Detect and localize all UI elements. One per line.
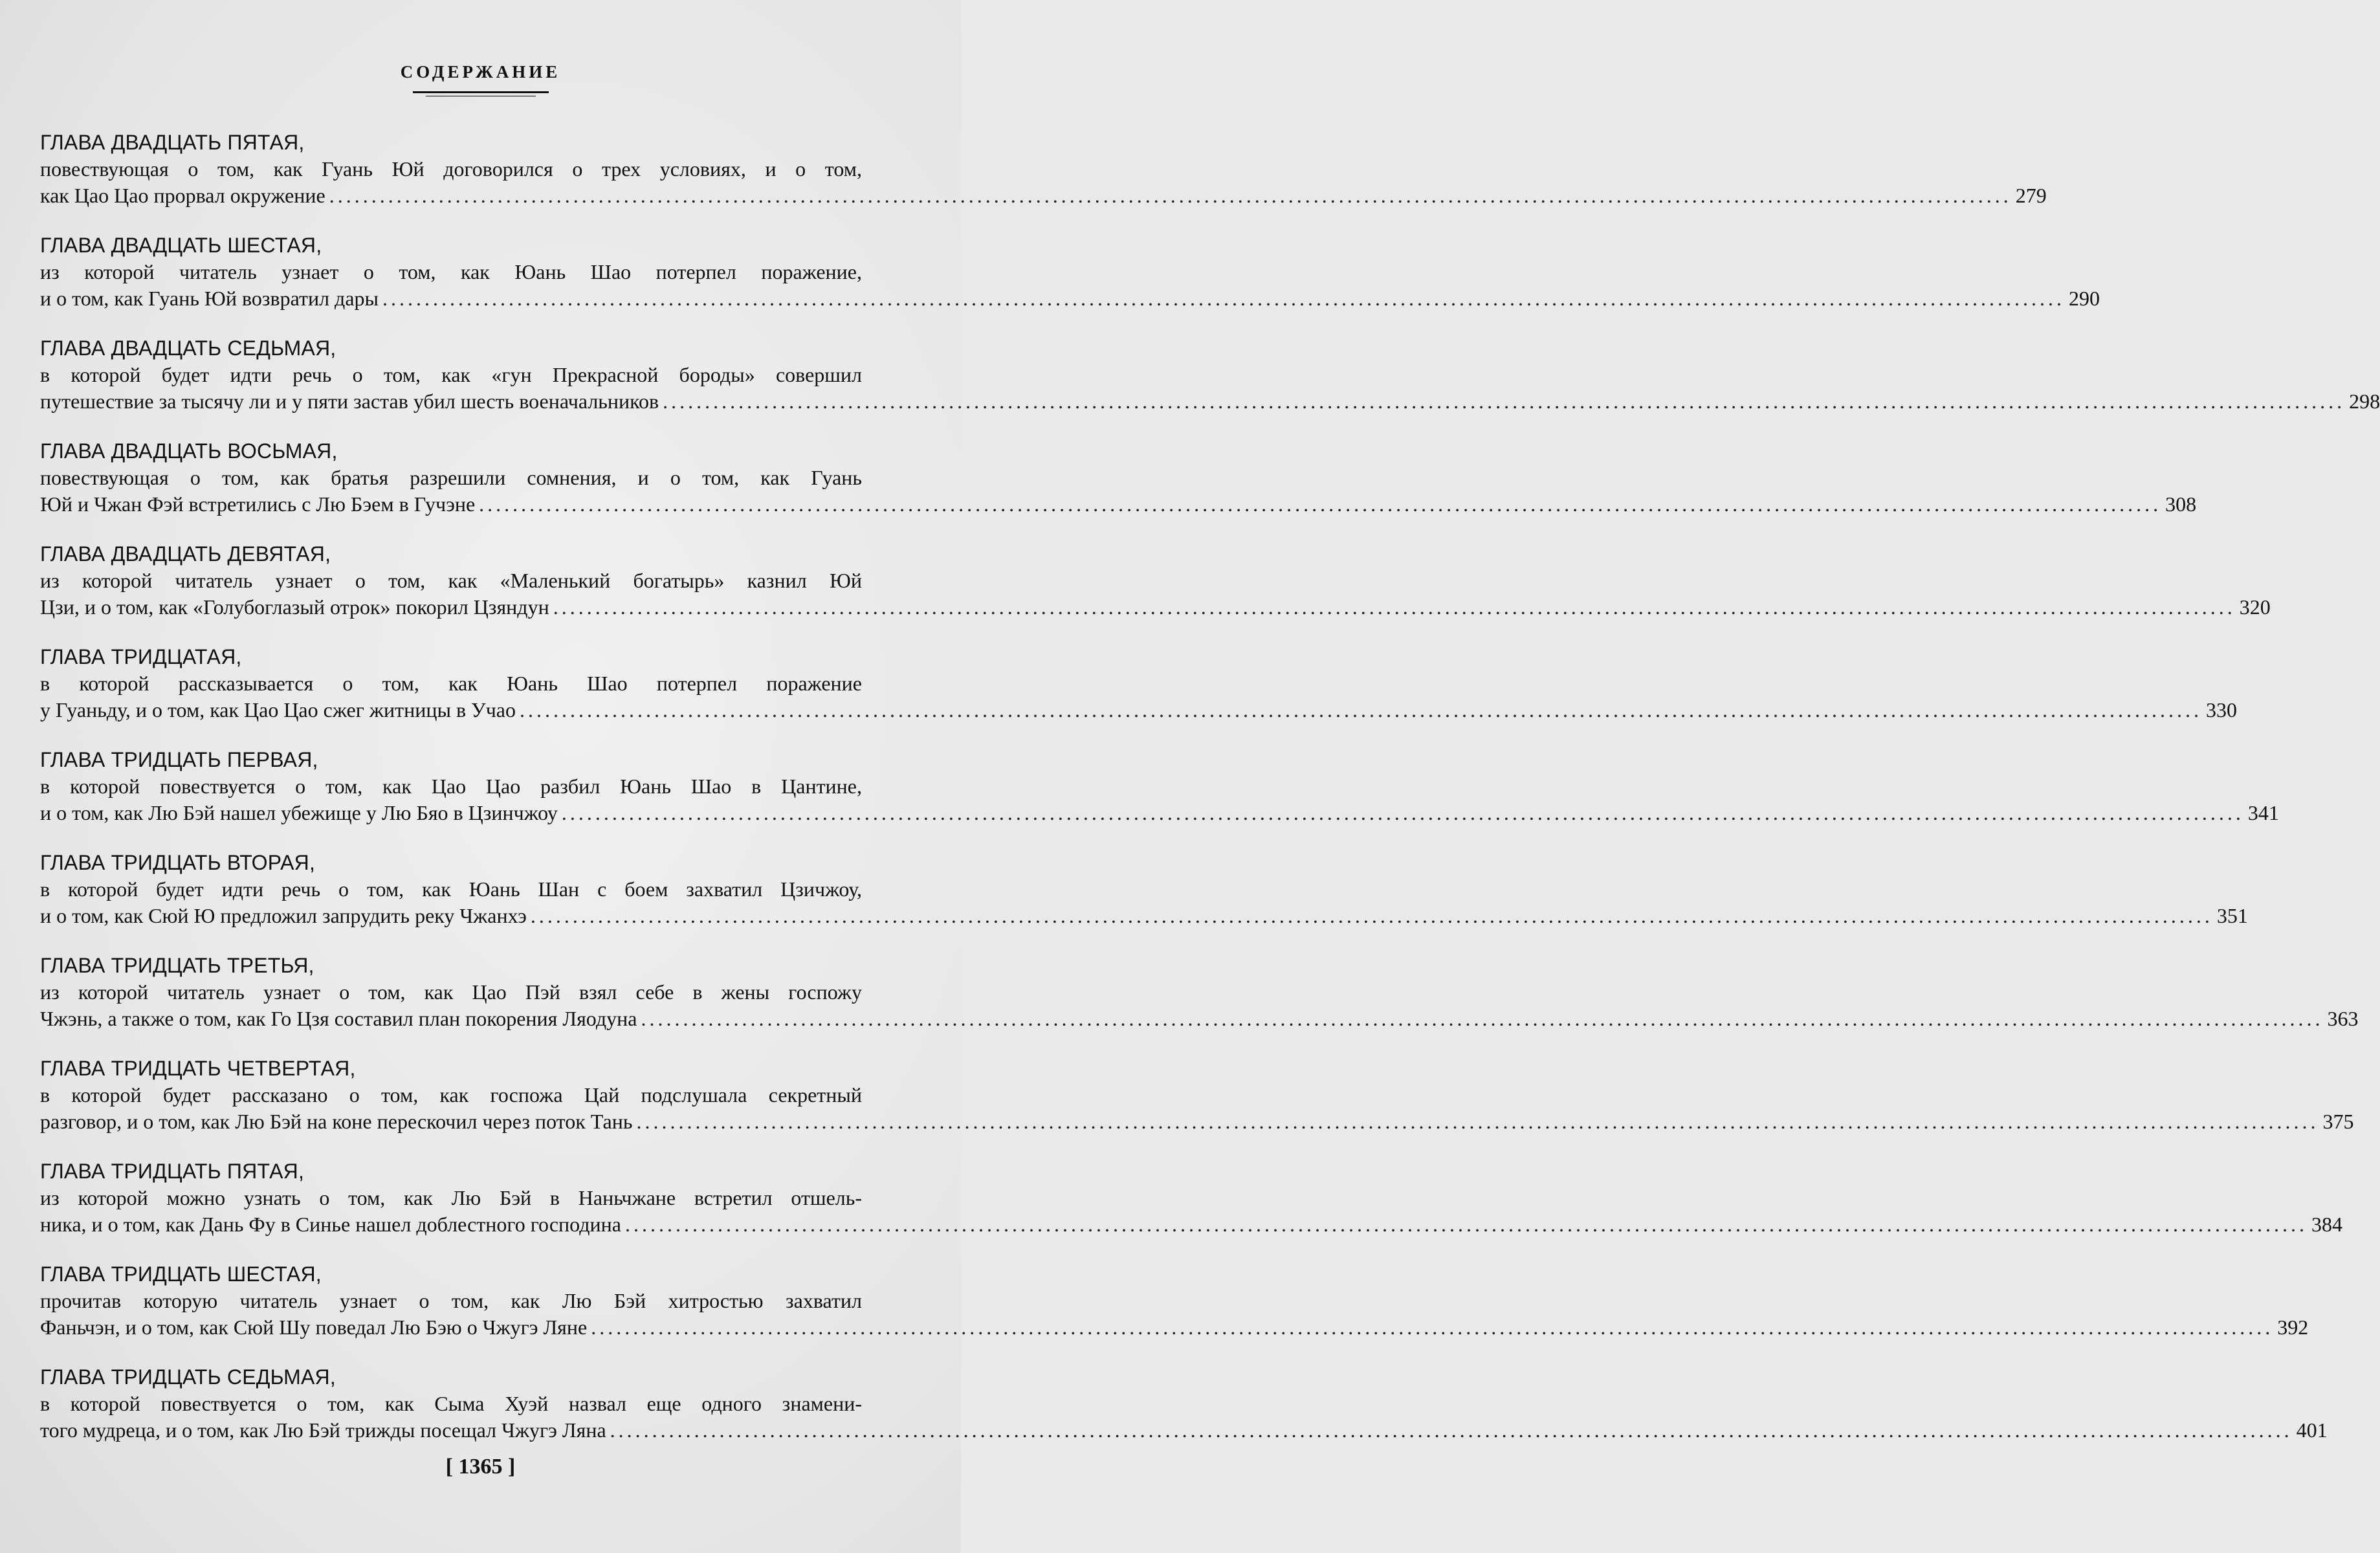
chapter-title: ГЛАВА ТРИДЦАТЬ ШЕСТАЯ, [40,1262,322,1286]
toc-entry [40,746,2279,849]
chapter-description-line: в которой будет идти речь о том, как Юань Шан с боем захватил Цзичжоу, [40,877,862,901]
toc-entry [40,335,2380,437]
dot-leader: ........................................................................................................................................................................................................ [530,904,2213,927]
dot-leader: ........................................................................................................................................................................................................ [561,801,2244,824]
table-of-contents [40,129,2380,1466]
chapter-description-line: в которой рассказывается о том, как Юань Шао потерпел поражение [40,672,862,695]
chapter-title: ГЛАВА ДВАДЦАТЬ ДЕВЯТАЯ, [40,542,331,566]
dot-leader: ........................................................................................................................................................................................................ [636,1110,2319,1133]
dot-leader: ........................................................................................................................................................................................................ [663,390,2346,413]
chapter-description-last-line [40,1211,2342,1238]
chapter-title: ГЛАВА ТРИДЦАТЬ ТРЕТЬЯ, [40,954,314,977]
chapter-description-last-line [40,1417,2328,1444]
chapter-description-last-line [40,182,2047,209]
chapter-description-last-line [40,800,2279,826]
chapter-description-line: из которой можно узнать о том, как Лю Бэй в Наньчжане встретил отшель- [40,1186,862,1209]
chapter-page-number: 330 [2206,698,2237,721]
chapter-title: ГЛАВА ТРИДЦАТЬ ВТОРАЯ, [40,851,316,874]
toc-entry [40,437,2197,540]
dot-leader: ........................................................................................................................................................................................................ [624,1213,2308,1236]
toc-entry [40,643,2237,746]
chapter-page-number: 290 [2069,287,2100,310]
dot-leader: ........................................................................................................................................................................................................ [520,698,2202,721]
chapter-page-number: 375 [2322,1110,2354,1133]
chapter-description-line: из которой читатель узнает о том, как Цао Пэй взял себе в жены госпожу [40,980,862,1004]
chapter-description-text: и о том, как Лю Бэй нашел убежище у Лю Бяо в Цзинчжоу [40,801,558,824]
toc-entry [40,1363,2328,1466]
dot-leader: ........................................................................................................................................................................................................ [329,184,2012,207]
chapter-description-last-line [40,1006,2359,1032]
chapter-title: ГЛАВА ДВАДЦАТЬ ШЕСТАЯ, [40,234,322,257]
chapter-description-text: и о том, как Сюй Ю предложил запрудить реку Чжанхэ [40,904,527,927]
chapter-title: ГЛАВА ТРИДЦАТЬ ПЯТАЯ, [40,1160,305,1183]
chapter-description-line: из которой читатель узнает о том, как «Маленький богатырь» казнил Юй [40,569,862,592]
chapter-page-number: 279 [2015,184,2047,207]
chapter-description-line: в которой будет идти речь о том, как «гун Прекрасной бороды» совершил [40,363,862,386]
chapter-description-last-line [40,388,2380,415]
chapter-description-last-line [40,491,2197,518]
chapter-title: ГЛАВА ТРИДЦАТЬ ЧЕТВЕРТАЯ, [40,1057,356,1080]
chapter-title: ГЛАВА ДВАДЦАТЬ ПЯТАЯ, [40,131,305,154]
title-underline [413,91,549,93]
dot-leader: ........................................................................................................................................................................................................ [553,595,2236,619]
chapter-page-number: 392 [2277,1316,2309,1339]
chapter-page-number: 341 [2247,801,2279,824]
chapter-title: ГЛАВА ДВАДЦАТЬ СЕДЬМАЯ, [40,336,336,360]
chapter-description-text: Фаньчэн, и о том, как Сюй Шу поведал Лю Бэю о Чжугэ Ляне [40,1316,588,1339]
chapter-description-line: в которой будет рассказано о том, как госпожа Цай подслушала секретный [40,1083,862,1107]
chapter-description-last-line [40,285,2100,312]
chapter-description-line: повествующая о том, как Гуань Юй договорился о трех условиях, и о том, [40,157,862,181]
page-header [0,62,961,93]
chapter-description-line: повествующая о том, как братья разрешили сомнения, и о том, как Гуань [40,466,862,489]
chapter-description-line: прочитав которую читатель узнает о том, как Лю Бэй хитростью захватил [40,1289,862,1312]
chapter-page-number: 363 [2327,1007,2359,1030]
chapter-page-number: 298 [2349,390,2380,413]
chapter-description-last-line [40,1108,2354,1135]
toc-entry [40,952,2359,1055]
page-number: [ 1365 ] [445,1455,516,1479]
chapter-description-last-line [40,697,2237,723]
chapter-description-text: Юй и Чжан Фэй встретились с Лю Бэем в Гучэне [40,492,476,516]
toc-entry [40,849,2248,952]
toc-entry [40,129,2047,232]
chapter-description-text: ника, и о том, как Дань Фу в Синье нашел доблестного господина [40,1213,621,1236]
chapter-description-line: в которой повествуется о том, как Сыма Хуэй назвал еще одного знамени- [40,1392,862,1415]
chapter-title: ГЛАВА ТРИДЦАТАЯ, [40,645,242,668]
chapter-description-text: у Гуаньду, и о том, как Цао Цао сжег житницы в Учао [40,698,516,721]
chapter-description-line: из которой читатель узнает о том, как Юань Шао потерпел поражение, [40,260,862,283]
chapter-title: ГЛАВА ТРИДЦАТЬ ПЕРВАЯ, [40,748,318,771]
chapter-description-text: разговор, и о том, как Лю Бэй на коне перескочил через поток Тань [40,1110,633,1133]
dot-leader: ........................................................................................................................................................................................................ [382,287,2066,310]
chapter-description-last-line [40,594,2271,621]
chapter-description-text: Цзи, и о том, как «Голубоглазый отрок» покорил Цзяндун [40,595,549,619]
toc-entry [40,1158,2342,1261]
toc-entry [40,1261,2309,1363]
chapter-title: ГЛАВА ТРИДЦАТЬ СЕДЬМАЯ, [40,1365,336,1389]
page-title: СОДЕРЖАНИЕ [400,62,561,82]
dot-leader: ........................................................................................................................................................................................................ [641,1007,2324,1030]
dot-leader: ........................................................................................................................................................................................................ [610,1418,2293,1442]
toc-entry [40,540,2271,643]
chapter-page-number: 401 [2296,1418,2328,1442]
chapter-description-line: в которой повествуется о том, как Цао Цао разбил Юань Шао в Цантине, [40,775,862,798]
chapter-description-last-line [40,1314,2309,1341]
chapter-title: ГЛАВА ДВАДЦАТЬ ВОСЬМАЯ, [40,439,338,463]
chapter-page-number: 320 [2239,595,2271,619]
chapter-description-text: как Цао Цао прорвал окружение [40,184,325,207]
chapter-description-text: Чжэнь, а также о том, как Го Цзя составил план покорения Ляодуна [40,1007,637,1030]
chapter-description-text: и о том, как Гуань Юй возвратил дары [40,287,379,310]
toc-entry [40,232,2100,335]
chapter-page-number: 308 [2165,492,2197,516]
toc-entry [40,1055,2354,1158]
chapter-description-last-line [40,903,2248,929]
chapter-page-number: 384 [2311,1213,2342,1236]
dot-leader: ........................................................................................................................................................................................................ [591,1316,2274,1339]
chapter-description-text: того мудреца, и о том, как Лю Бэй трижды посещал Чжугэ Ляна [40,1418,606,1442]
dot-leader: ........................................................................................................................................................................................................ [479,492,2162,516]
chapter-description-text: путешествие за тысячу ли и у пяти застав убил шесть военачальников [40,390,659,413]
chapter-page-number: 351 [2216,904,2248,927]
